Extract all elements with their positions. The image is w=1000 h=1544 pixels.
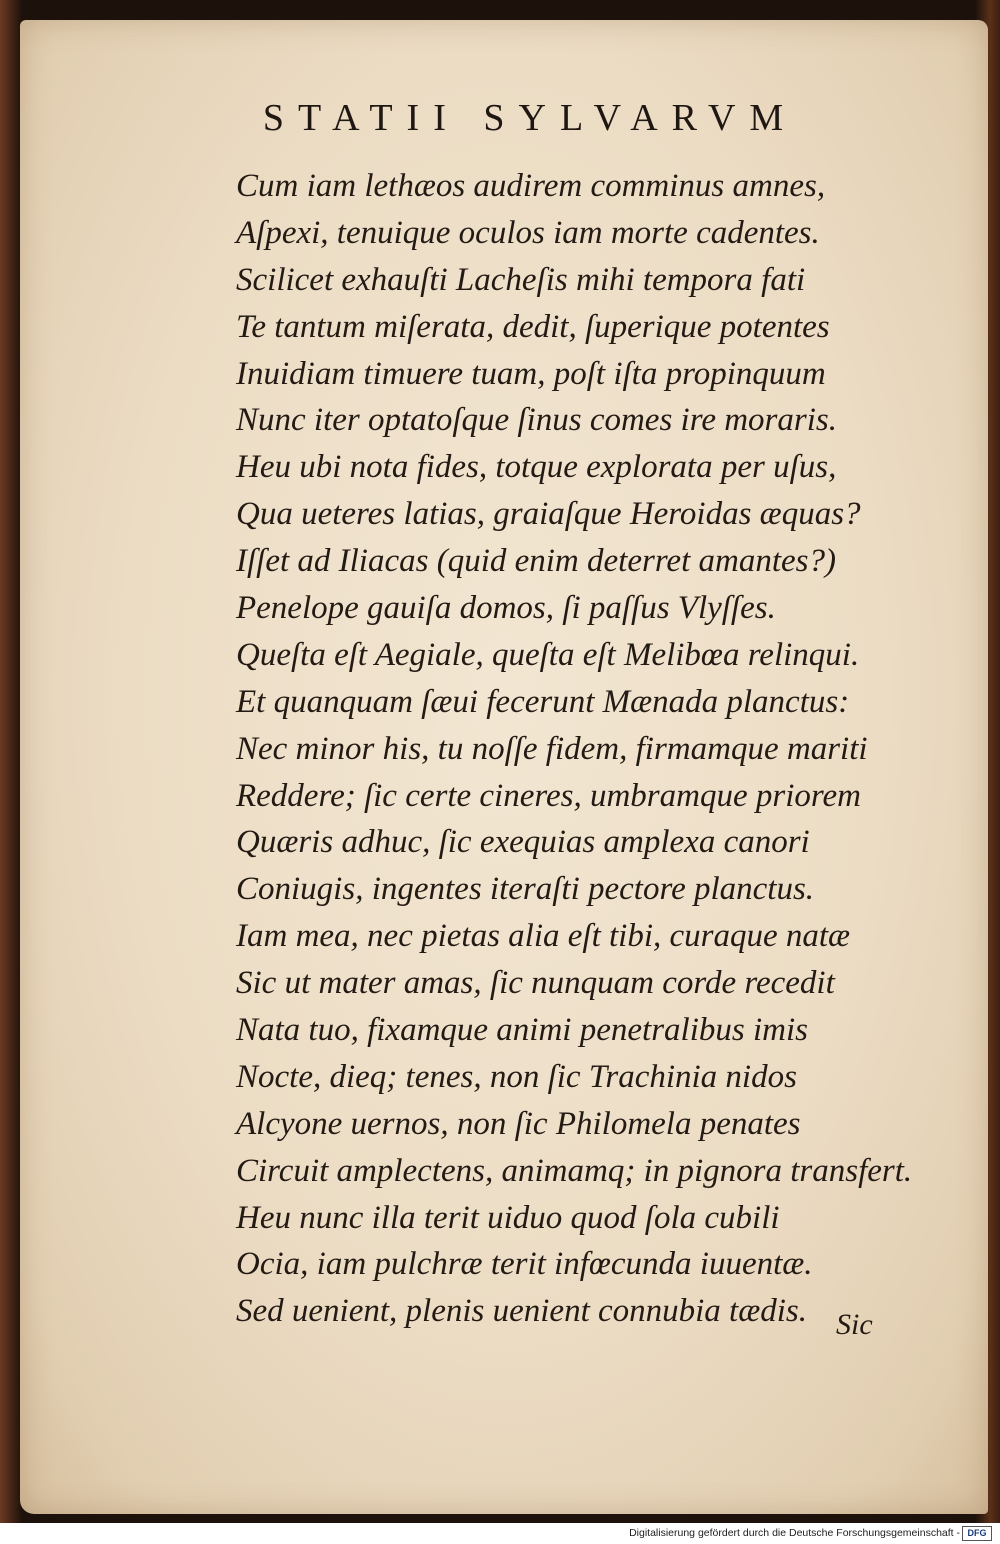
verse-line: Penelope gauiſa domos, ſi paſſus Vlyſſes. xyxy=(236,590,776,627)
verse-line: Qua ueteres latias, graiaſque Heroidas æquas? xyxy=(236,496,861,533)
catchword: Sic xyxy=(836,1308,873,1341)
running-head: STATII SYLVARVM xyxy=(262,97,798,139)
verse-line: Cum iam lethæos audirem comminus amnes, xyxy=(236,168,826,204)
verse-line: Et quanquam ſæui fecerunt Mænada planctus: xyxy=(236,683,850,720)
verse-line: Quæris adhuc, ſic exequias amplexa canori xyxy=(236,824,810,861)
verse-line: Iam mea, nec pietas alia eſt tibi, curaque natæ xyxy=(236,918,851,955)
footer-bar xyxy=(0,1523,1000,1544)
verse-block xyxy=(236,163,956,1335)
verse-line: Reddere; ſic certe cineres, umbramque priorem xyxy=(236,777,861,814)
verse-line: Scilicet exhauſti Lacheſis mihi tempora fati xyxy=(236,261,806,298)
verse-line: Ocia, iam pulchræ terit infœcunda iuuentæ. xyxy=(236,1246,813,1283)
verse-line: Nunc iter optatoſque ſinus comes ire moraris. xyxy=(236,402,837,439)
verse-line: Sed uenient, plenis uenient connubia tædis. xyxy=(236,1293,807,1330)
verse-line: Heu ubi nota fides, totque explorata per uſus, xyxy=(236,449,837,486)
verse-line: Heu nunc illa terit uiduo quod ſola cubili xyxy=(236,1199,780,1236)
verse-line: Coniugis, ingentes iteraſti pectore planctus. xyxy=(236,871,815,908)
verse-line: Queſta eſt Aegiale, queſta eſt Melibœa relinqui. xyxy=(236,636,860,673)
verse-line: Nec minor his, tu noſſe fidem, firmamque mariti xyxy=(236,730,868,767)
verse-line: Alcyone uernos, non ſic Philomela penates xyxy=(236,1105,801,1142)
verse-line: Iſſet ad Iliacas (quid enim deterret amantes?) xyxy=(236,543,836,580)
verse-line: Nocte, dieq; tenes, non ſic Trachinia nidos xyxy=(236,1058,797,1095)
verse-line: Circuit amplectens, animamq; in pignora transfert. xyxy=(236,1152,913,1189)
verse-line: Aſpexi, tenuique oculos iam morte cadentes. xyxy=(236,214,820,251)
verse-line: Inuidiam timuere tuam, poſt iſta propinquum xyxy=(236,355,826,392)
footer-credit: Digitalisierung gefördert durch die Deutsche Forschungsgemeinschaft - xyxy=(629,1527,960,1539)
verse-line: Sic ut mater amas, ſic nunquam corde recedit xyxy=(236,965,835,1002)
dfg-logo: DFG xyxy=(962,1526,992,1541)
verse-line: Nata tuo, fixamque animi penetralibus imis xyxy=(236,1012,808,1049)
verse-line: Te tantum miſerata, dedit, ſuperique potentes xyxy=(236,308,830,345)
